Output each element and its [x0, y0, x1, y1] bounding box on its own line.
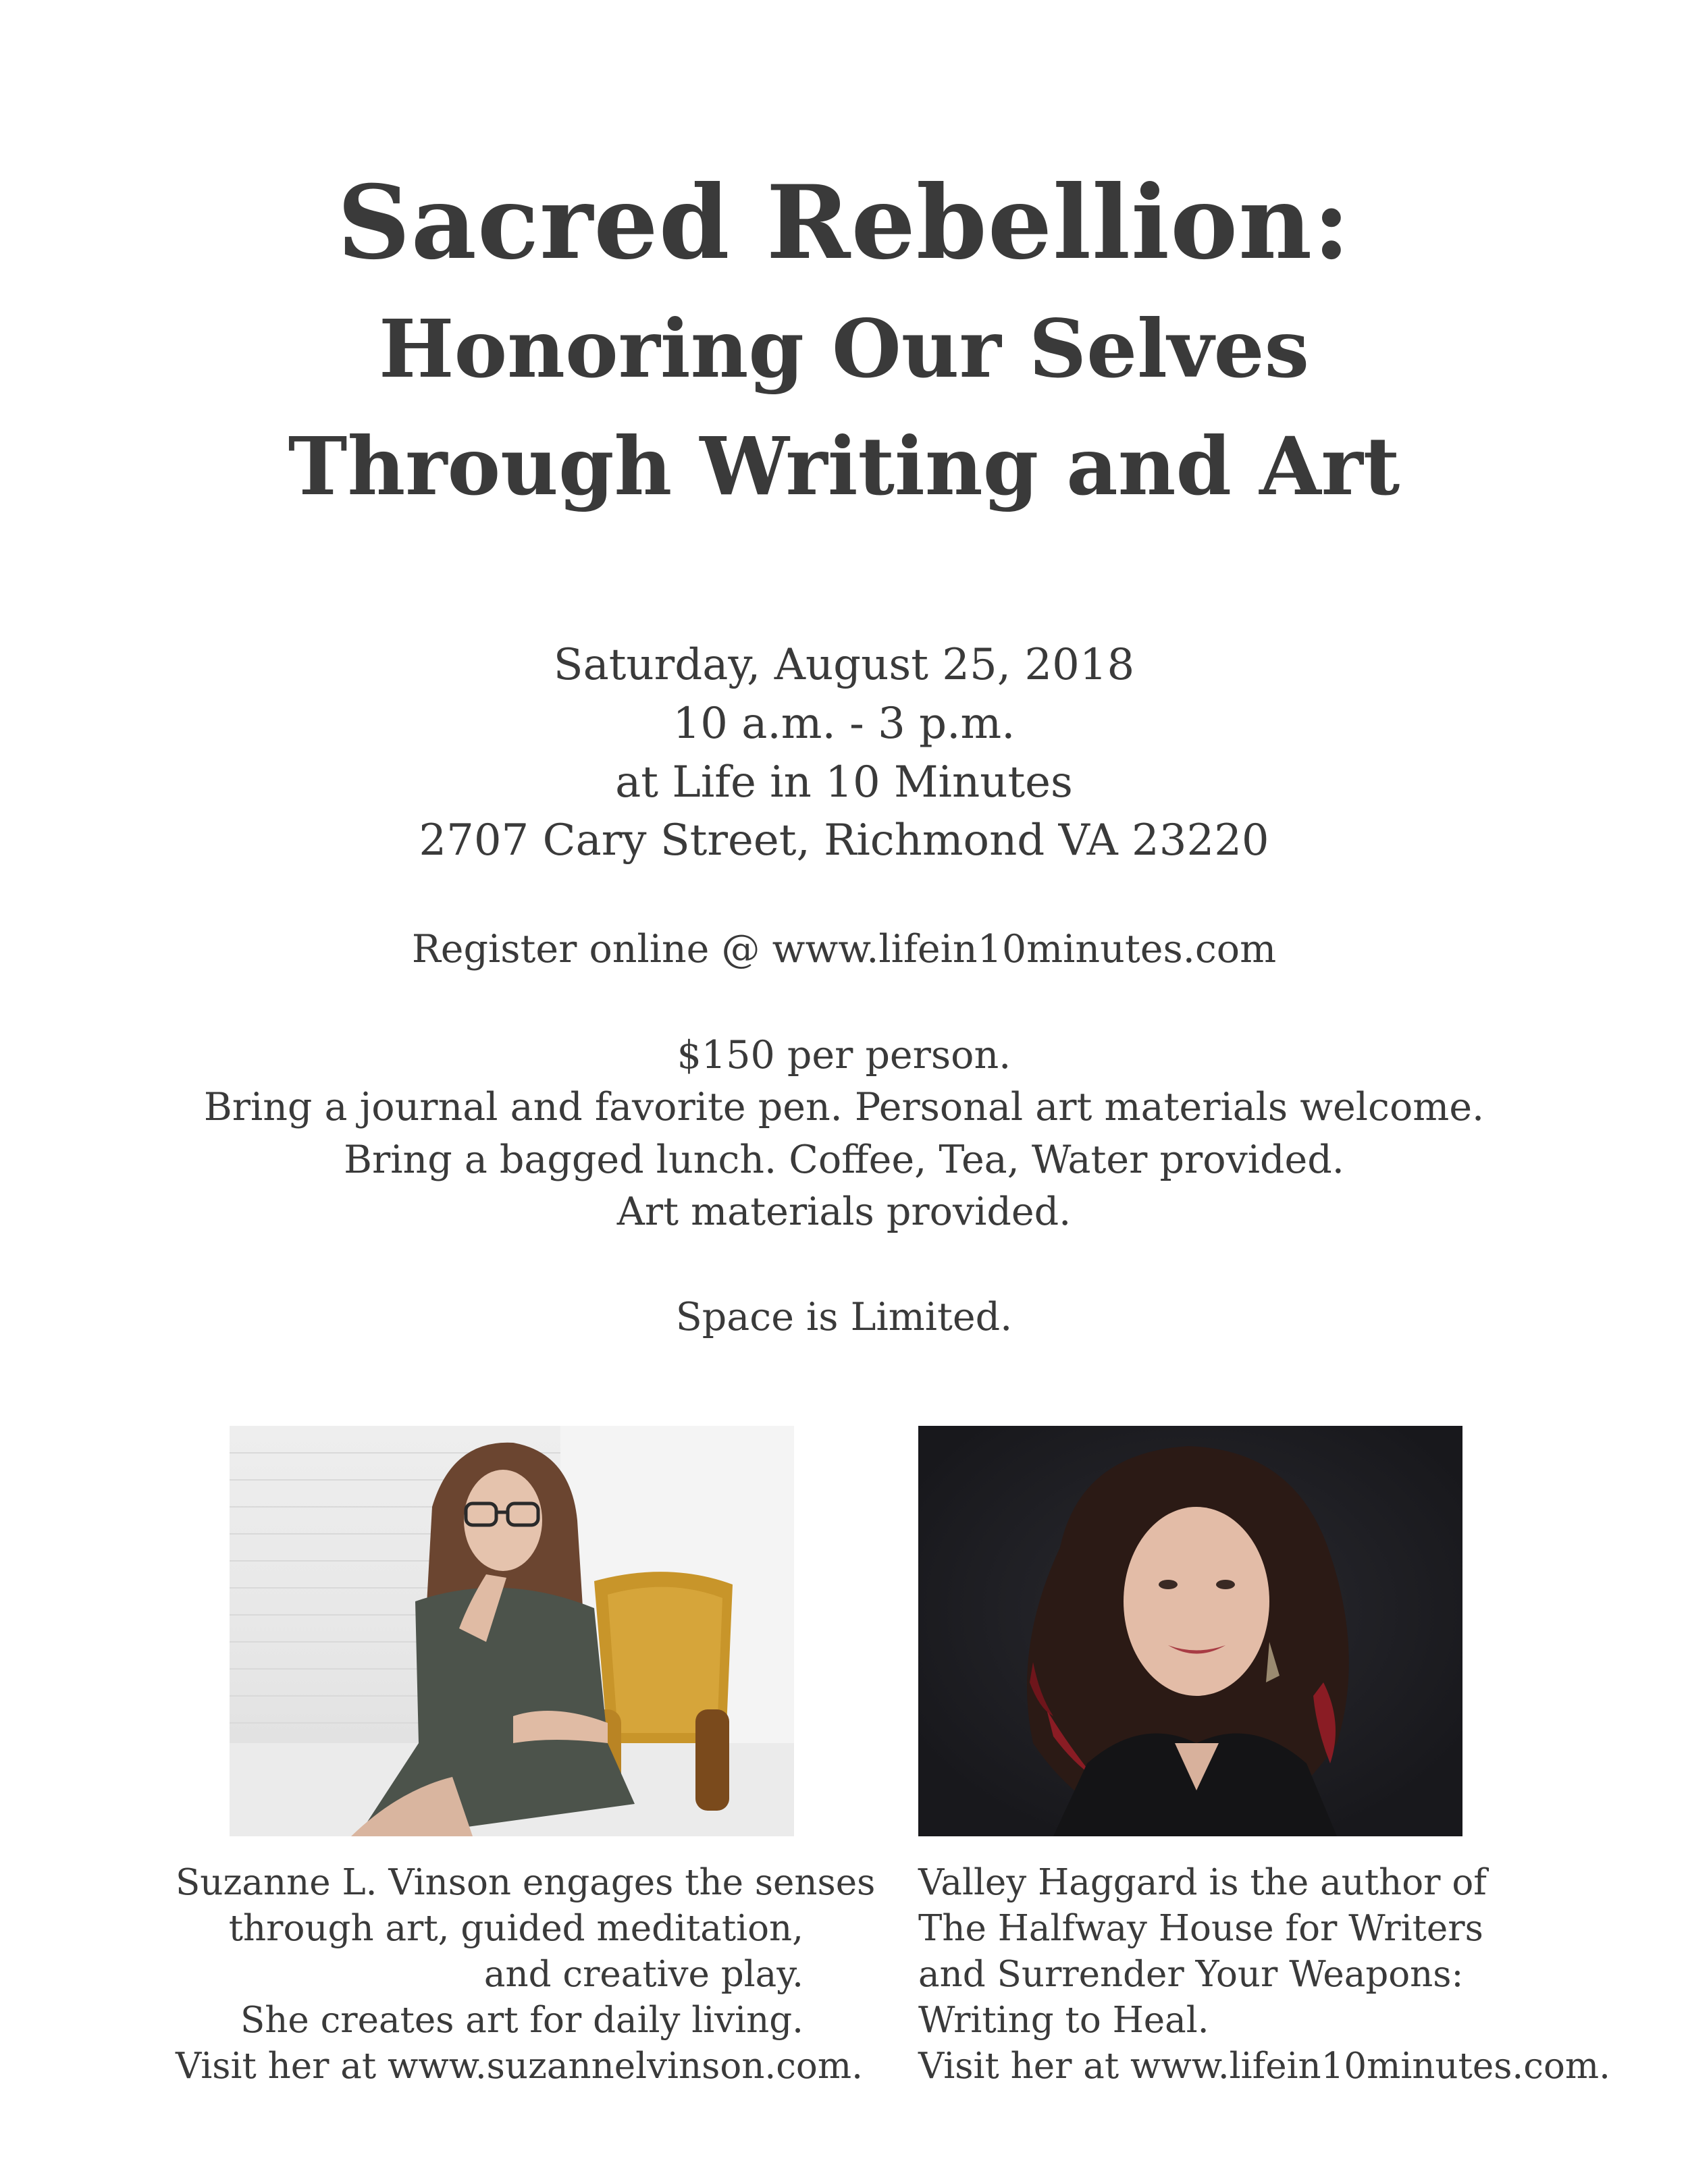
valley-bio-line: Valley Haggard is the author of — [918, 1862, 1487, 1903]
art-materials-line: Art materials provided. — [616, 1190, 1072, 1234]
event-time: 10 a.m. - 3 p.m. — [672, 699, 1016, 749]
bring-journal-line: Bring a journal and favorite pen. Personal art materials welcome. — [203, 1085, 1485, 1129]
event-date: Saturday, August 25, 2018 — [553, 640, 1135, 690]
suzanne-bio-line: through art, guided meditation, — [228, 1908, 803, 1949]
valley-haggard-photo — [918, 1426, 1462, 1836]
valley-bio — [918, 1860, 1610, 2089]
suzanne-vinson-photo — [230, 1426, 794, 1836]
bring-lunch-line: Bring a bagged lunch. Coffee, Tea, Water provided. — [344, 1138, 1344, 1182]
suzanne-bio-line: and creative play. — [483, 1954, 803, 1995]
valley-bio-line: Visit her at www.lifein10minutes.com. — [918, 2046, 1610, 2087]
register-line: Register online @ www.lifein10minutes.com — [411, 927, 1277, 971]
valley-bio-line: and Surrender Your Weapons: — [918, 1954, 1464, 1995]
suzanne-bio — [176, 1860, 876, 2089]
event-venue: at Life in 10 Minutes — [615, 757, 1073, 807]
title-line-3: Through Writing and Art — [288, 419, 1400, 513]
price-line: $150 per person. — [677, 1033, 1011, 1077]
title-line-2: Honoring Our Selves — [378, 302, 1310, 396]
title-line-1: Sacred Rebellion: — [337, 163, 1351, 282]
suzanne-bio-line: Visit her at www.suzannelvinson.com. — [176, 2046, 863, 2087]
valley-bio-line: Writing to Heal. — [918, 2000, 1209, 2041]
space-limited-line: Space is Limited. — [675, 1295, 1013, 1339]
suzanne-bio-line: She creates art for daily living. — [240, 2000, 803, 2041]
event-address: 2707 Cary Street, Richmond VA 23220 — [419, 816, 1269, 865]
valley-bio-line: The Halfway House for Writers — [918, 1908, 1483, 1949]
suzanne-bio-line: Suzanne L. Vinson engages the senses — [176, 1862, 876, 1903]
